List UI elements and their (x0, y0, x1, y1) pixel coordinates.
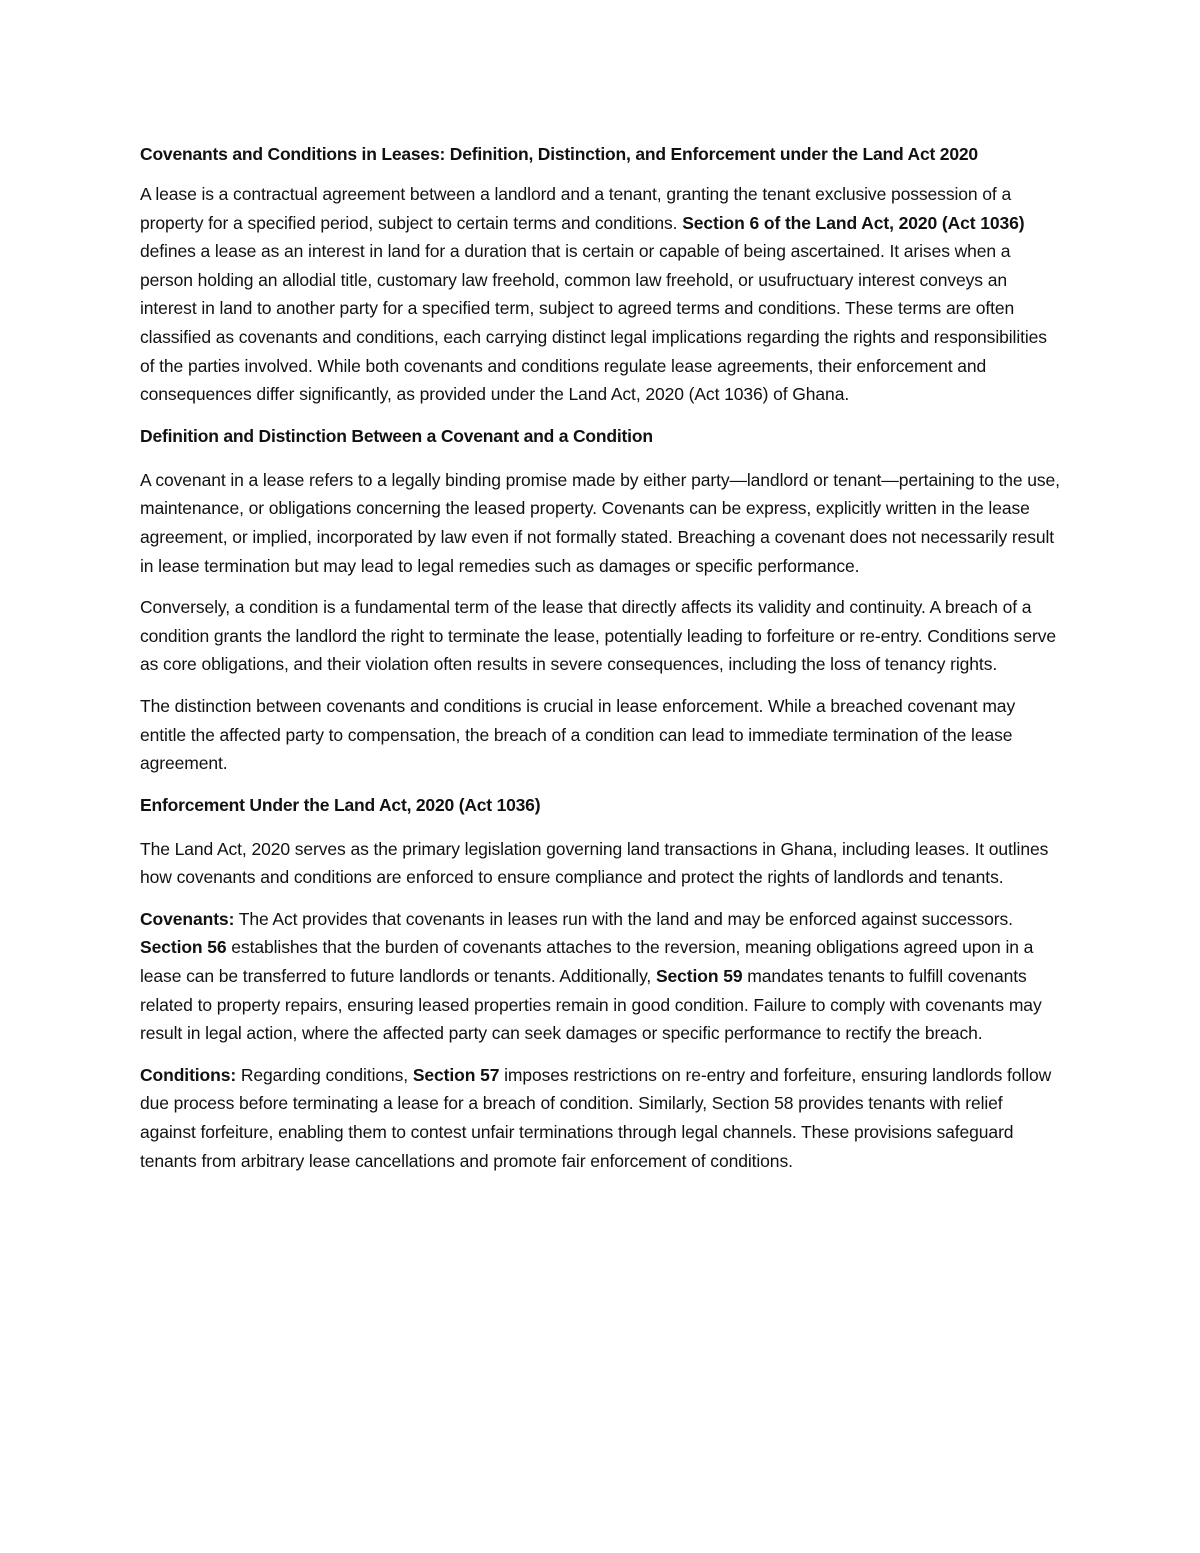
conditions-text-2: imposes restrictions on re-entry and forfeiture, ensuring landlords follow due process before terminating a lease for a breach of condition. Similarly, Section 58 provides tenants with relief against forfeiture, enabling them to contest unfair terminations through legal channels. These provisions safeguard tenants from arbitrary lease cancellations and promote fair enforcement of conditions. (140, 1064, 1052, 1171)
section-56-ref: Section 56 (140, 937, 227, 958)
intro-paragraph (140, 180, 1060, 409)
condition-definition-paragraph: Conversely, a condition is a fundamental term of the lease that directly affects its validity and continuity. A breach of a condition grants the landlord the right to terminate the lease, potentially leading to forfeiture or re-entry. Conditions serve as core obligations, and their violation often results in severe consequences, including the loss of tenancy rights. (140, 597, 1056, 675)
enforcement-intro-paragraph: The Land Act, 2020 serves as the primary legislation governing land transactions in Ghana, including leases. It outlines how covenants and conditions are enforced to ensure compliance and protect the rights of landlords and tenants. (140, 838, 1049, 888)
covenants-label: Covenants: (140, 908, 235, 929)
covenants-text-1: The Act provides that covenants in leases run with the land and may be enforced against successors. (234, 908, 1013, 929)
covenants-text-2: establishes that the burden of covenants attaches to the reversion, meaning obligations agreed upon in a lease can be transferred to future landlords or tenants. Additionally, (140, 937, 1034, 987)
covenants-paragraph (140, 905, 1060, 1048)
section-heading-enforcement: Enforcement Under the Land Act, 2020 (Act 1036) (140, 794, 541, 815)
covenant-definition-paragraph: A covenant in a lease refers to a legally binding promise made by either party—landlord or tenant—pertaining to the use, maintenance, or obligations concerning the leased property. Covenants can be express, explicitly written in the lease agreement, or implied, incorporated by law even if not formally stated. Breaching a covenant does not necessarily result in lease termination but may lead to legal remedies such as damages or specific performance. (140, 469, 1060, 576)
conditions-text-1: Regarding conditions, (236, 1064, 413, 1085)
document-title: Covenants and Conditions in Leases: Definition, Distinction, and Enforcement under the Land Act 2020 (140, 144, 978, 164)
conditions-label: Conditions: (140, 1064, 237, 1085)
document-page (140, 140, 1060, 1188)
section-heading-definition: Definition and Distinction Between a Covenant and a Condition (140, 425, 653, 446)
covenants-text-3: mandates tenants to fulfill covenants related to property repairs, ensuring leased properties remain in good condition. Failure to comply with covenants may result in legal action, where the affected party can seek damages or specific performance to rectify the breach. (140, 966, 1042, 1044)
intro-section-6-ref: Section 6 of the Land Act, 2020 (Act 1036) (682, 212, 1025, 233)
section-59-ref: Section 59 (655, 966, 743, 987)
intro-text-2: defines a lease as an interest in land for a duration that is certain or capable of being ascertained. It arises when a person holding an allodial title, customary law freehold, common law freehold, or usufructuary interest conveys an interest in land to another party for a specified term, subject to agreed terms and conditions. These terms are often classified as covenants and conditions, each carrying distinct legal implications regarding the rights and responsibilities of the parties involved. While both covenants and conditions regulate lease agreements, their enforcement and consequences differ significantly, as provided under the Land Act, 2020 (Act 1036) of Ghana. (140, 241, 1047, 405)
conditions-paragraph (140, 1061, 1060, 1175)
intro-text-1: A lease is a contractual agreement between a landlord and a tenant, granting the tenant exclusive possession of a property for a specified period, subject to certain terms and conditions. (140, 184, 1012, 233)
section-57-ref: Section 57 (412, 1064, 500, 1085)
distinction-paragraph: The distinction between covenants and conditions is crucial in lease enforcement. While a breached covenant may entitle the affected party to compensation, the breach of a condition can lead to immediate termination of the lease agreement. (140, 695, 1016, 774)
